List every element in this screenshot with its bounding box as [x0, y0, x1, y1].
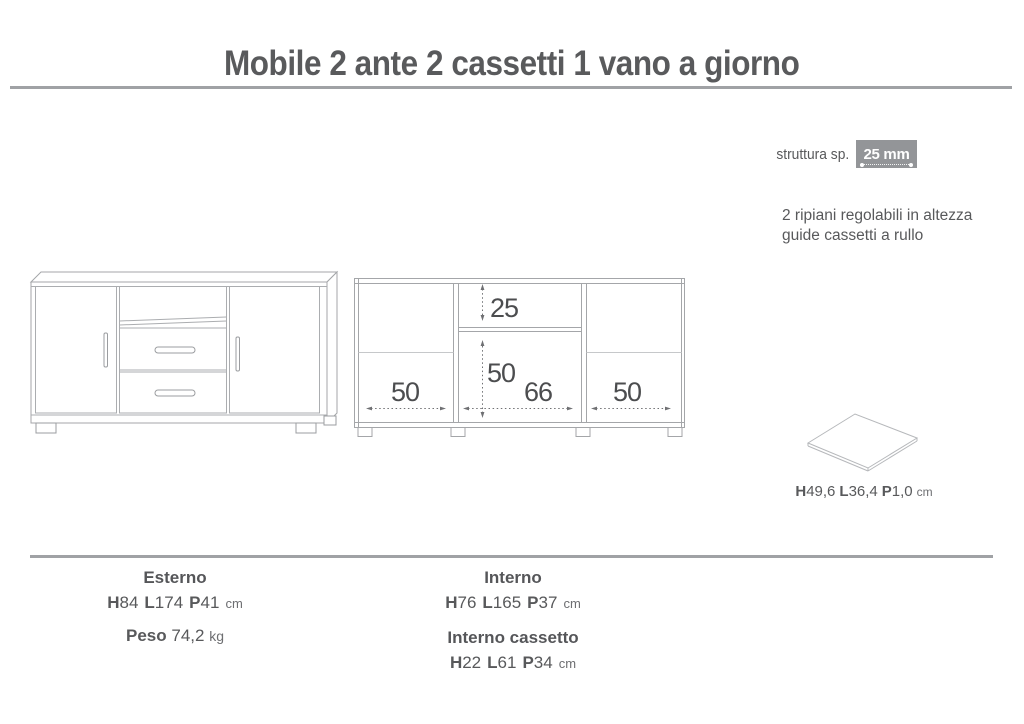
cabinet-foot-right — [296, 423, 316, 433]
cabinet-foot-back-right — [324, 416, 336, 425]
esterno-dimensions: H84 L174 P41 cm — [107, 593, 243, 612]
drawer-2-handle — [155, 390, 195, 396]
feature-notes — [782, 206, 972, 246]
dim-label-lower-vano-width: 66 — [523, 377, 553, 407]
drawer-1-handle — [155, 347, 195, 353]
diagram-foot-2 — [451, 428, 465, 437]
interno-section — [393, 568, 633, 673]
shelf-panel-dimensions: H49,6 L36,4 P1,0 cm — [795, 483, 933, 500]
left-door-handle — [104, 333, 108, 367]
cabinet-foot-left — [36, 423, 56, 433]
cabinet-perspective-drawing — [24, 264, 342, 444]
interno-dimensions: H76 L165 P37 cm — [445, 593, 581, 612]
esterno-title: Esterno — [143, 568, 207, 587]
interno-cassetto-dimensions: H22 L61 P34 cm — [449, 653, 577, 672]
bottom-divider — [30, 555, 993, 558]
right-door-handle — [236, 337, 240, 371]
dim-label-lower-vano-height: 50 — [486, 358, 516, 388]
peso-line: Peso 74,2 kg — [126, 626, 224, 645]
cabinet-top-face — [31, 272, 337, 282]
title-divider — [10, 86, 1012, 89]
badge-dimension-line-icon — [862, 164, 911, 165]
diagram-foot-1 — [358, 428, 372, 437]
vertical-divider-left — [454, 284, 459, 423]
vertical-divider-right — [582, 284, 587, 423]
shelf-panel-top-face — [808, 414, 917, 468]
interno-title: Interno — [484, 568, 542, 587]
structure-thickness-row — [740, 140, 917, 168]
dim-label-right-section-width: 50 — [612, 377, 642, 407]
diagram-foot-4 — [668, 428, 682, 437]
middle-horizontal-divider — [459, 328, 582, 332]
dimension-diagram — [354, 275, 686, 447]
note-adjustable-shelves: 2 ripiani regolabili in altezza — [782, 207, 973, 224]
struttura-thickness-badge: 25 mm — [856, 140, 917, 168]
page-title: Mobile 2 ante 2 cassetti 1 vano a giorno — [224, 44, 800, 83]
esterno-section — [55, 568, 295, 646]
interno-cassetto-title: Interno cassetto — [447, 628, 579, 647]
dim-label-top-vano-height: 25 — [489, 293, 519, 323]
dim-label-left-section-width: 50 — [390, 377, 420, 407]
shelf-panel-drawing — [794, 406, 934, 476]
diagram-foot-3 — [576, 428, 590, 437]
struttura-label: struttura sp. — [776, 145, 849, 163]
note-drawer-guides: guide cassetti a rullo — [782, 227, 924, 244]
cabinet-right-face — [327, 272, 337, 423]
